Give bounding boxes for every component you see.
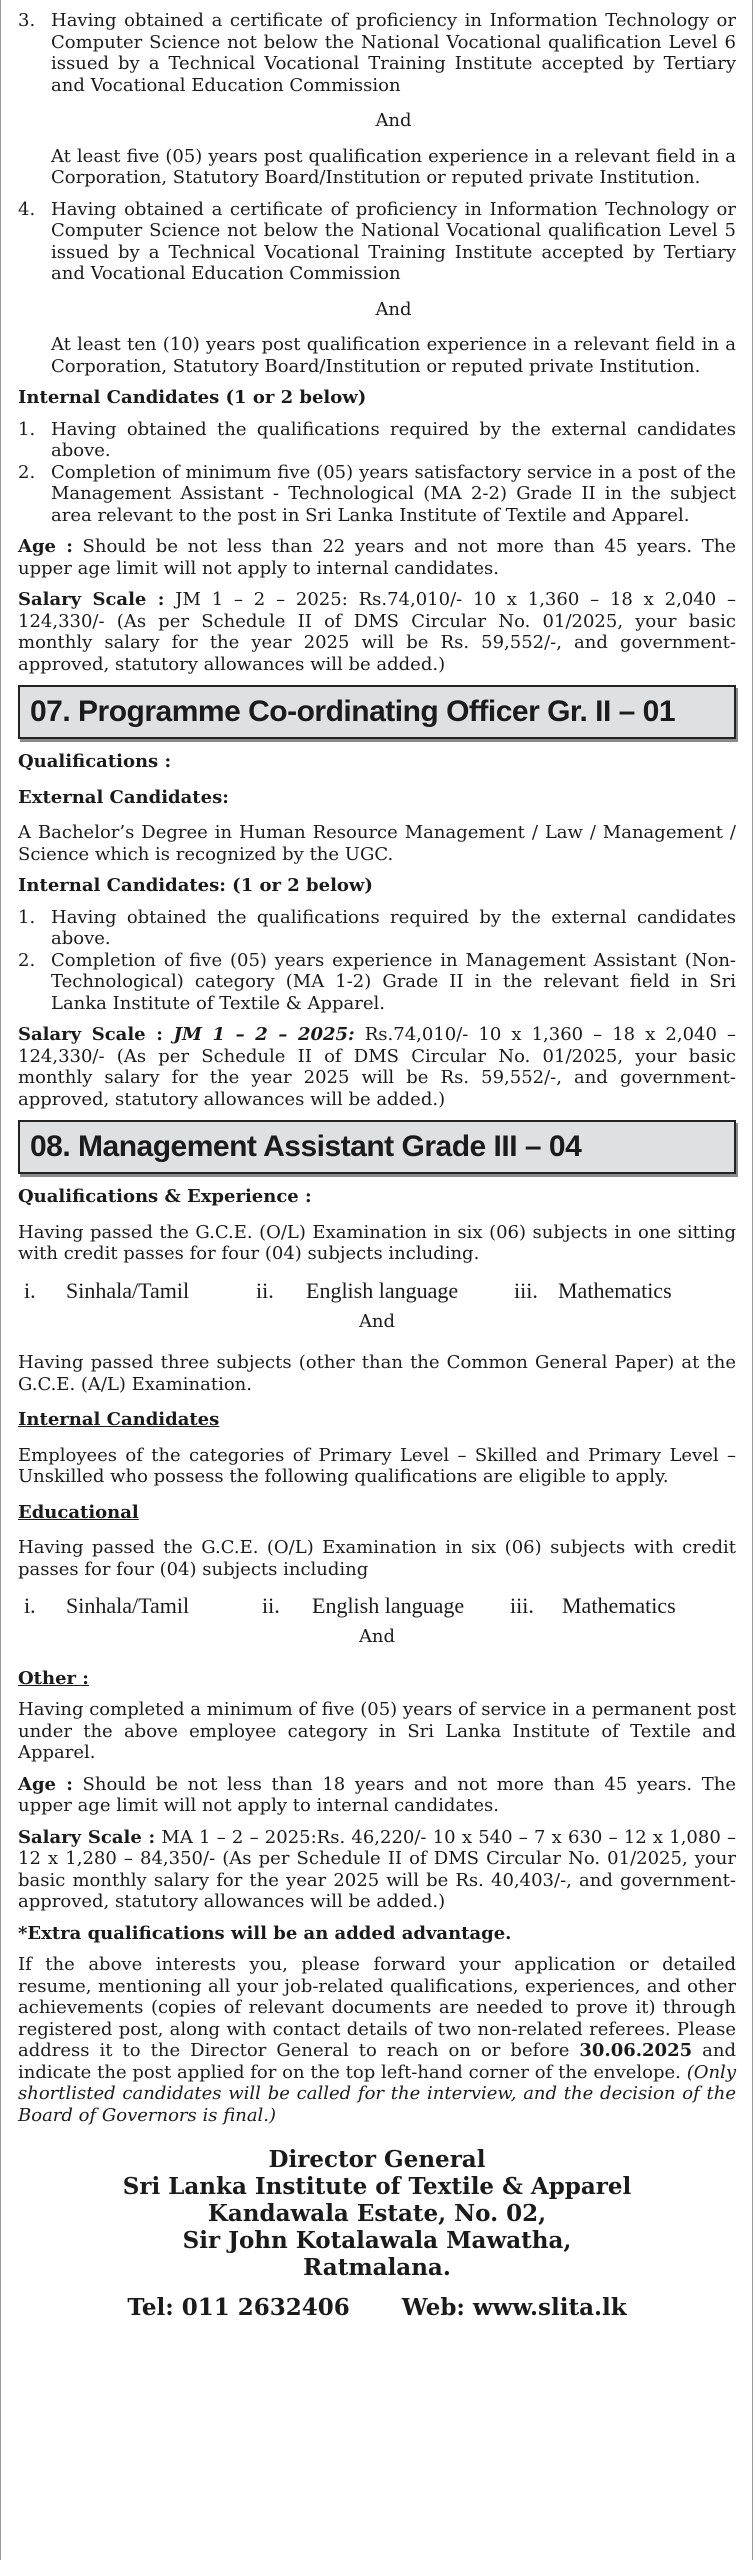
- subject-number: iii.: [510, 1593, 534, 1618]
- list-item: [18, 907, 736, 950]
- internal-candidates-heading: Internal Candidates (1 or 2 below): [18, 387, 367, 408]
- item-number: 1.: [18, 906, 36, 928]
- item-extra: At least five (05) years post qualification experience in a relevant field in a Corporation, Statutory Board/Institution or reputed private Institution.: [51, 145, 736, 188]
- subject-number: iii.: [514, 1277, 538, 1303]
- item-number: 1.: [18, 418, 36, 440]
- internal-candidates-heading: Internal Candidates: (1 or 2 below): [18, 875, 373, 896]
- address-line: Ratmalana.: [303, 2254, 451, 2281]
- ol-requirement: Having passed the G.C.E. (O/L) Examination in six (06) subjects in one sitting with credit passes for four (04) subjects including.: [18, 1221, 736, 1264]
- list-item: [18, 10, 736, 189]
- and-separator: And: [375, 110, 412, 131]
- subject-name: Mathematics: [562, 1593, 676, 1618]
- address-line: Director General: [268, 2146, 486, 2173]
- telephone: Tel: 011 2632406: [127, 2294, 350, 2321]
- extra-qualifications-note: *Extra qualifications will be an added advantage.: [18, 1922, 512, 1944]
- salary-scale: Salary Scale : MA 1 – 2 – 2025:Rs. 46,220/- 10 x 540 – 7 x 630 – 12 x 1,080 – 12 x 1,280 – 84,350/- (As per Schedule II of DMS Circular No. 01/2025, your basic monthly salary for the year 2025 will be Rs. 40,403/-, and government-approved, statutory allowances will be added.): [18, 1826, 736, 1912]
- and-separator: And: [375, 298, 412, 320]
- other-text: Having completed a minimum of five (05) years of service in a permanent post under the above employee category in Sri Lanka Institute of Textile and Apparel.: [18, 1699, 736, 1763]
- subject-number: ii.: [256, 1277, 274, 1303]
- educational-text: Having passed the G.C.E. (O/L) Examination in six (06) subjects with credit passes for four (04) subjects including: [18, 1537, 736, 1580]
- website: Web: www.slita.lk: [401, 2294, 627, 2321]
- subject-number: ii.: [262, 1593, 280, 1618]
- external-candidates-text: A Bachelor’s Degree in Human Resource Management / Law / Management / Science which is recognized by the UGC.: [18, 822, 736, 865]
- address-line: Kandawala Estate, No. 02,: [207, 2200, 547, 2227]
- item-text: Completion of minimum five (05) years satisfactory service in a post of the Management Assistant - Technological (MA 2-2) Grade II in the subject area relevant to the post in Sri Lanka Institute of Textile and Apparel.: [51, 461, 736, 526]
- subject-name: Sinhala/Tamil: [66, 1277, 190, 1303]
- salary-scale: Salary Scale : JM 1 – 2 – 2025: Rs.74,010/- 10 x 1,360 – 18 x 2,040 – 124,330/- (As per Schedule II of DMS Circular No. 01/2025, your basic monthly salary for the year 2025 will be Rs. 59,552/-, and government-approved, statutory allowances will be added.): [18, 1024, 736, 1110]
- subject-name: Sinhala/Tamil: [66, 1593, 190, 1618]
- item-text: Completion of five (05) years experience in Management Assistant (Non-Technological) category (MA 1-2) Grade II in the relevant field in Sri Lanka Institute of Textile & Apparel.: [51, 949, 736, 1014]
- qualifications-heading: Qualifications & Experience :: [18, 1186, 312, 1207]
- section-title: 08. Management Assistant Grade III – 04: [18, 1120, 736, 1174]
- and-separator: And: [358, 1626, 396, 1647]
- educational-heading: Educational: [18, 1501, 139, 1523]
- item-text: Having obtained a certificate of proficiency in Information Technology or Computer Science not below the National Vocational qualification Level 5 issued by a Technical Vocational Training Institute accepted by Tertiary and Vocational Education Commission: [51, 198, 736, 284]
- section-title: 07. Programme Co-ordinating Officer Gr. II – 01: [18, 685, 736, 739]
- item-text: Having obtained the qualifications required by the external candidates above.: [51, 906, 736, 949]
- item-number: 2.: [18, 949, 36, 971]
- item-text: Having obtained a certificate of proficiency in Information Technology or Computer Science not below the National Vocational qualification Level 6 issued by a Technical Vocational Training Institute accepted by Tertiary and Vocational Education Commission: [51, 10, 736, 96]
- age-requirement: Age : Should be not less than 22 years and not more than 45 years. The upper age limit will not apply to internal candidates.: [18, 536, 736, 579]
- address-line: Sir John Kotalawala Mawatha,: [182, 2227, 572, 2254]
- item-extra: At least ten (10) years post qualification experience in a relevant field in a Corporation, Statutory Board/Institution or reputed private Institution.: [51, 334, 736, 377]
- subject-list: [18, 1592, 736, 1620]
- age-requirement: Age : Should be not less than 18 years and not more than 45 years. The upper age limit will not apply to internal candidates.: [18, 1773, 736, 1816]
- item-number: 2.: [18, 461, 36, 483]
- contact-line: [18, 2294, 736, 2321]
- subject-name: English language: [312, 1593, 465, 1618]
- application-instructions: If the above interests you, please forward your application or detailed resume, mentioning all your job-related qualifications, experiences, and other achievements (copies of relevant documents are needed to prove it) through registered post, along with contact details of two non-related referees. Please address it to the Director General to reach on or before 30.06.2025 and indicate the post applied for on the top left-hand corner of the envelope. (Only shortlisted candidates will be called for the interview, and the decision of the Board of Governors is final.): [18, 1954, 736, 2126]
- list-item: [18, 199, 736, 378]
- al-requirement: Having passed three subjects (other than the Common General Paper) at the G.C.E. (A/L) Examination.: [18, 1352, 736, 1395]
- subject-list: [18, 1277, 736, 1305]
- qualifications-heading: Qualifications :: [18, 751, 172, 772]
- list-item: [18, 462, 736, 527]
- other-heading: Other :: [18, 1667, 89, 1689]
- address-line: Sri Lanka Institute of Textile & Apparel: [122, 2173, 632, 2200]
- item-number: 4.: [18, 198, 36, 220]
- item-text: Having obtained the qualifications required by the external candidates above.: [51, 418, 736, 461]
- subject-number: i.: [24, 1277, 36, 1303]
- list-item: [18, 419, 736, 462]
- subject-number: i.: [24, 1593, 36, 1618]
- internal-candidates-heading: Internal Candidates: [18, 1409, 220, 1430]
- address-block: [18, 2146, 736, 2281]
- external-candidates-heading: External Candidates:: [18, 786, 229, 808]
- salary-scale: Salary Scale : JM 1 – 2 – 2025: Rs.74,010/- 10 x 1,360 – 18 x 2,040 – 124,330/- (As per Schedule II of DMS Circular No. 01/2025, your basic monthly salary for the year 2025 will be Rs. 59,552/-, and government-approved, statutory allowances will be added.): [18, 589, 736, 675]
- list-item: [18, 950, 736, 1015]
- and-separator: And: [358, 1310, 396, 1332]
- internal-candidates-text: Employees of the categories of Primary Level – Skilled and Primary Level – Unskilled who possess the following qualifications are eligible to apply.: [18, 1444, 736, 1487]
- subject-name: Mathematics: [558, 1277, 672, 1303]
- subject-name: English language: [306, 1277, 459, 1303]
- item-number: 3.: [18, 10, 36, 31]
